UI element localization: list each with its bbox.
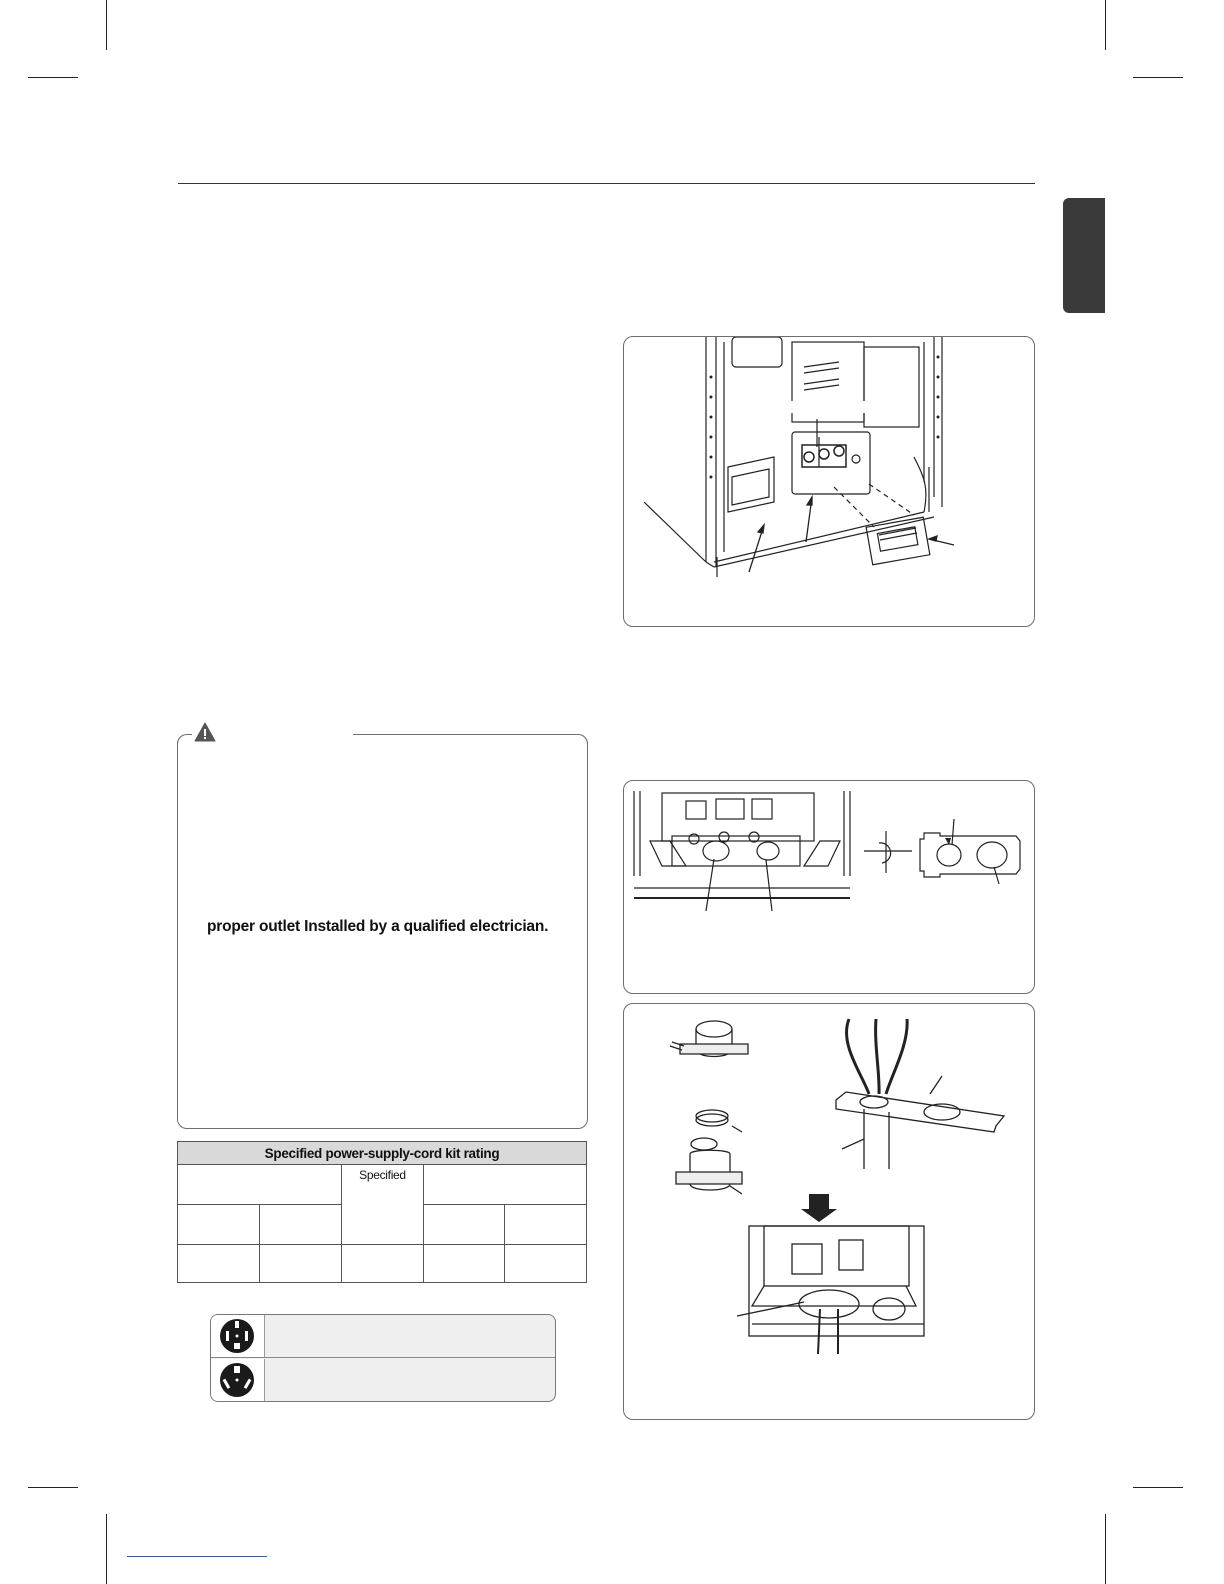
- 4-wire-outlet-icon: [211, 1315, 264, 1357]
- strain-relief-illustration: [624, 1004, 1034, 1419]
- figure-strain-relief: [623, 1003, 1035, 1420]
- caution-box-border: [353, 734, 588, 745]
- table-cell: [178, 1245, 260, 1283]
- table-cell: [178, 1205, 260, 1245]
- table-cell: [423, 1165, 586, 1205]
- caution-text: proper outlet Installed by a qualified electrician.: [207, 918, 549, 935]
- crop-mark: [1105, 0, 1106, 50]
- caution-box-border: [177, 734, 192, 745]
- table-cell: [259, 1205, 342, 1245]
- table-cell: [342, 1245, 424, 1283]
- language-tab: [1063, 198, 1105, 313]
- table-cell: [178, 1165, 342, 1205]
- figure-rear-terminal-block: [623, 336, 1035, 627]
- table-cell: [505, 1205, 587, 1245]
- figure-knockout-holes: [623, 780, 1035, 994]
- crop-mark: [1133, 77, 1183, 78]
- crop-mark: [28, 1487, 78, 1488]
- 3-wire-outlet-icon: [211, 1359, 264, 1401]
- specified-header: Specified: [342, 1165, 424, 1245]
- spec-table-title: Specified power-supply-cord kit rating: [178, 1142, 587, 1165]
- header-rule: [178, 183, 1035, 184]
- crop-mark: [28, 77, 78, 78]
- warning-icon: [194, 722, 216, 742]
- table-cell: [423, 1245, 505, 1283]
- crop-mark: [106, 0, 107, 50]
- crop-mark: [1133, 1487, 1183, 1488]
- table-cell: [423, 1205, 505, 1245]
- spec-table: [177, 1141, 587, 1283]
- outlet-legend: [210, 1314, 556, 1402]
- legend-row-4-wire: [211, 1315, 555, 1358]
- crop-mark: [1105, 1514, 1106, 1584]
- table-cell: [259, 1245, 342, 1283]
- footer-link-underline: [127, 1556, 267, 1557]
- crop-mark: [106, 1514, 107, 1584]
- table-cell: [505, 1245, 587, 1283]
- rear-panel-illustration: [624, 337, 1034, 626]
- legend-row-3-wire: [211, 1359, 555, 1401]
- knockout-illustration: [624, 781, 1034, 993]
